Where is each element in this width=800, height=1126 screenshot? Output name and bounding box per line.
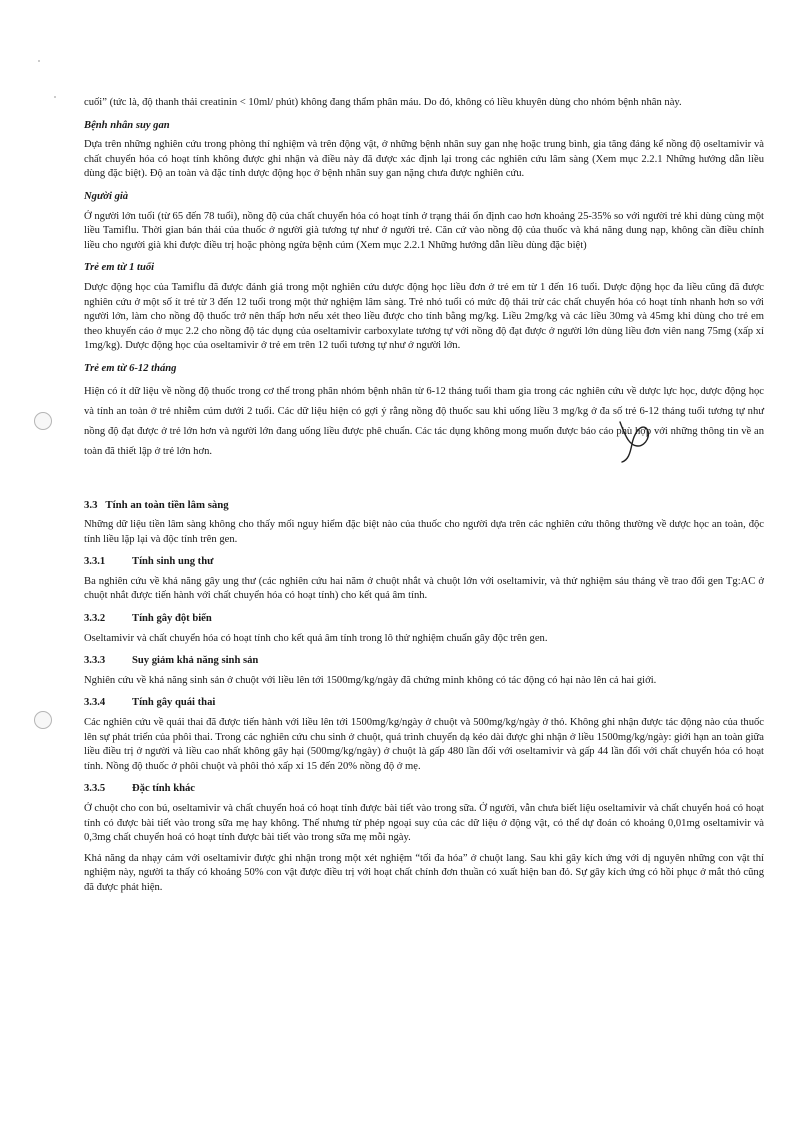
children-paragraph: Dược động học của Tamiflu đã được đánh giá trong một nghiên cứu dược động học liều đơn ở trẻ em từ 1 đến 16 tuổi. Dược động học đa liều cũng đã được nghiên cứu ở một số ít trẻ từ 3 đến 12 tuổi trong một thử nghiệm lâm sàng. Trẻ nhỏ tuổi có mức độ thải trừ các chất chuyển hóa có hoạt tính nhanh hơn so với người lớn, làm cho nồng độ thuốc trở nên thấp hơn nếu xét theo liều được cho tính bằng mg/kg. Liều 2mg/kg và các liều 30mg và 45mg khi dùng cho trẻ em theo khuyến cáo ở mục 2.2 cho nồng độ tác dụng của oseltamivir carboxylate tương tự với nồng độ đạt được ở người lớn dùng liều đơn viên nang 75mg (xấp xỉ 1mg/kg). Dược động học của oseltamivir ở trẻ em trên 12 tuổi tương tự như ở người lớn. <box>84 281 764 352</box>
subsection-heading <box>84 654 764 669</box>
subsection-number: 3.3.5 <box>84 783 106 795</box>
subsection-paragraph: Các nghiên cứu về quái thai đã được tiến hành với liều lên tới 1500mg/kg/ngày ở chuột và 500mg/kg/ngày ở thỏ. Không ghi nhận được tác động nào của thuốc lên sự phát triển của phôi thai. Trong các nghiên cứu chu sinh ở chuột, quá trình chuyển dạ kéo dài được ghi nhận ở liều 1500mg/kg/ngày: giới hạn an toàn giữa liều điều trị ở người và liều cao nhất không gây hại (500mg/kg/ngày) ở chuột là gấp 480 lần đối với oseltamivir và gấp 44 lần đối với chất chuyển hóa có hoạt tính. Nồng độ thuốc ở phôi chuột và phôi thỏ xấp xỉ 15 đến 20% nồng độ ở mẹ. <box>84 717 764 772</box>
subsection-title: Tính gây quái thai <box>132 697 216 709</box>
preclinical-paragraph: Những dữ liệu tiền lâm sàng không cho thấy mối nguy hiểm đặc biệt nào của thuốc cho người dựa trên các nghiên cứu thông thường về dược học an toàn, độc tính liều lặp lại và độc tính trên gen. <box>84 519 764 545</box>
subsection-heading <box>84 612 764 627</box>
subsection-paragraph: Ba nghiên cứu về khả năng gây ung thư (các nghiên cứu hai năm ở chuột nhắt và chuột lớn với oseltamivir, và thử nghiệm sáu tháng về trao đổi gen Tg:AC ở chuột nhắt được tiến hành với chất chuyển hóa có hoạt tính) cho kết quả âm tính. <box>84 575 764 602</box>
scan-speck <box>38 60 40 62</box>
scan-speck <box>54 96 56 98</box>
subsection-3-3-2 <box>84 612 764 646</box>
subsection-title: Tính gây đột biến <box>132 613 212 625</box>
punch-hole <box>34 711 52 729</box>
elderly-paragraph: Ở người lớn tuổi (từ 65 đến 78 tuổi), nồng độ của chất chuyển hóa có hoạt tính ở trạng thái ổn định cao hơn khoảng 25-35% so với người trẻ khi dùng cùng một liều Tamiflu. Thời gian bán thải của thuốc ở người già tương tự như ở người trẻ. Căn cứ vào nồng độ của thuốc và khả năng dung nạp, không cần điều chỉnh liều cho người già khi được điều trị hoặc phòng ngừa bệnh cúm (Xem mục 2.2.1 Những hướng dẫn liều dùng đặc biệt) <box>84 210 764 251</box>
section-heading-3-3 <box>84 498 764 513</box>
subsection-heading <box>84 782 764 797</box>
subsection-heading <box>84 555 764 570</box>
intro-paragraph: cuối” (tức là, độ thanh thải creatinin < 10ml/ phút) không đang thẩm phân máu. Do đó, không có liều khuyên dùng cho nhóm bệnh nhân này. <box>84 97 682 108</box>
punch-hole <box>34 412 52 430</box>
subsection-number: 3.3.2 <box>84 613 106 625</box>
section-title: Tính an toàn tiền lâm sàng <box>105 498 229 511</box>
section-number: 3.3 <box>84 498 98 511</box>
infants-heading: Trẻ em từ 6-12 tháng <box>84 362 177 374</box>
document-page <box>84 96 764 902</box>
subsection-paragraph: Oseltamivir và chất chuyển hóa có hoạt tính cho kết quả âm tính trong lô thử nghiệm chuẩn gây độc trên gen. <box>84 632 548 644</box>
liver-paragraph: Dựa trên những nghiên cứu trong phòng thí nghiệm và trên động vật, ở những bệnh nhân suy gan nhẹ hoặc trung bình, gia tăng đáng kể nồng độ oseltamivir và chất chuyển hóa có hoạt tính không được ghi nhận và điều này đã được xác định lại trong các nghiên cứu lâm sàng (Xem mục 2.2.1 Những hướng dẫn liều dùng đặc biệt). Độ an toàn và đặc tính dược động học ở bệnh nhân suy gan nặng chưa được nghiên cứu. <box>84 139 764 180</box>
subsection-3-3-5 <box>84 782 764 895</box>
subsection-paragraph: Nghiên cứu về khả năng sinh sản ở chuột với liều lên tới 1500mg/kg/ngày đã chứng minh không có tác động có hại nào lên cả hai giới. <box>84 674 657 686</box>
subsection-heading <box>84 696 764 711</box>
infants-paragraph: Hiện có ít dữ liệu về nồng độ thuốc trong cơ thể trong phân nhóm bệnh nhân từ 6-12 tháng tuổi tham gia trong các nghiên cứu về dược lực học, dược động học và tính an toàn ở trẻ nhiễm cúm dưới 2 tuổi. Các dữ liệu hiện có gợi ý rằng nồng độ thuốc sau khi uống liều 3 mg/kg ở đa số trẻ 6-12 tháng tuổi tương tự như nồng độ đạt được ở trẻ lớn hơn và người lớn đang uống liều được phê chuẩn. Các tác dụng không mong muốn được báo cáo phù hợp với những thông tin về an toàn đã thiết lập ở trẻ lớn hơn. <box>84 385 764 457</box>
liver-heading: Bệnh nhân suy gan <box>84 119 170 131</box>
subsection-3-3-3 <box>84 654 764 688</box>
subsection-title: Suy giảm khả năng sinh sản <box>132 655 259 667</box>
subsection-number: 3.3.4 <box>84 697 106 709</box>
subsection-title: Tính sinh ung thư <box>132 556 214 568</box>
subsection-3-3-4 <box>84 696 764 774</box>
subsection-paragraph: Khả năng da nhạy cảm với oseltamivir được ghi nhận trong một xét nghiệm “tối đa hóa” ở chuột lang. Sau khi gây kích ứng với dị nguyên những con vật thí nghiệm này, người ta thấy có khoảng 50% con vật được điều trị với hoạt chất chính đơn thuần có xuất hiện ban đỏ. Sự gây kích ứng có hồi phục ở mắt thỏ cũng đã được phát hiện. <box>84 852 764 893</box>
subsection-title: Đặc tính khác <box>132 783 195 795</box>
children-heading: Trẻ em từ 1 tuổi <box>84 262 155 274</box>
subsection-3-3-1 <box>84 555 764 604</box>
subsection-paragraph: Ở chuột cho con bú, oseltamivir và chất chuyển hoá có hoạt tính được bài tiết vào trong sữa. Ở người, vẫn chưa biết liệu oseltamivir và chất chuyển hoá có hoạt tính có được bài tiết vào trong sữa mẹ hay không. Thế nhưng từ phép ngoại suy của các dữ liệu ở động vật, có thể dự đoán có khoảng 0,01mg oseltamivir và 0,3mg chất chuyển hoá có hoạt tính được bài tiết vào trong sữa mẹ mỗi ngày. <box>84 803 764 844</box>
elderly-heading: Người già <box>84 190 129 202</box>
subsection-number: 3.3.3 <box>84 655 106 667</box>
subsection-number: 3.3.1 <box>84 556 106 568</box>
